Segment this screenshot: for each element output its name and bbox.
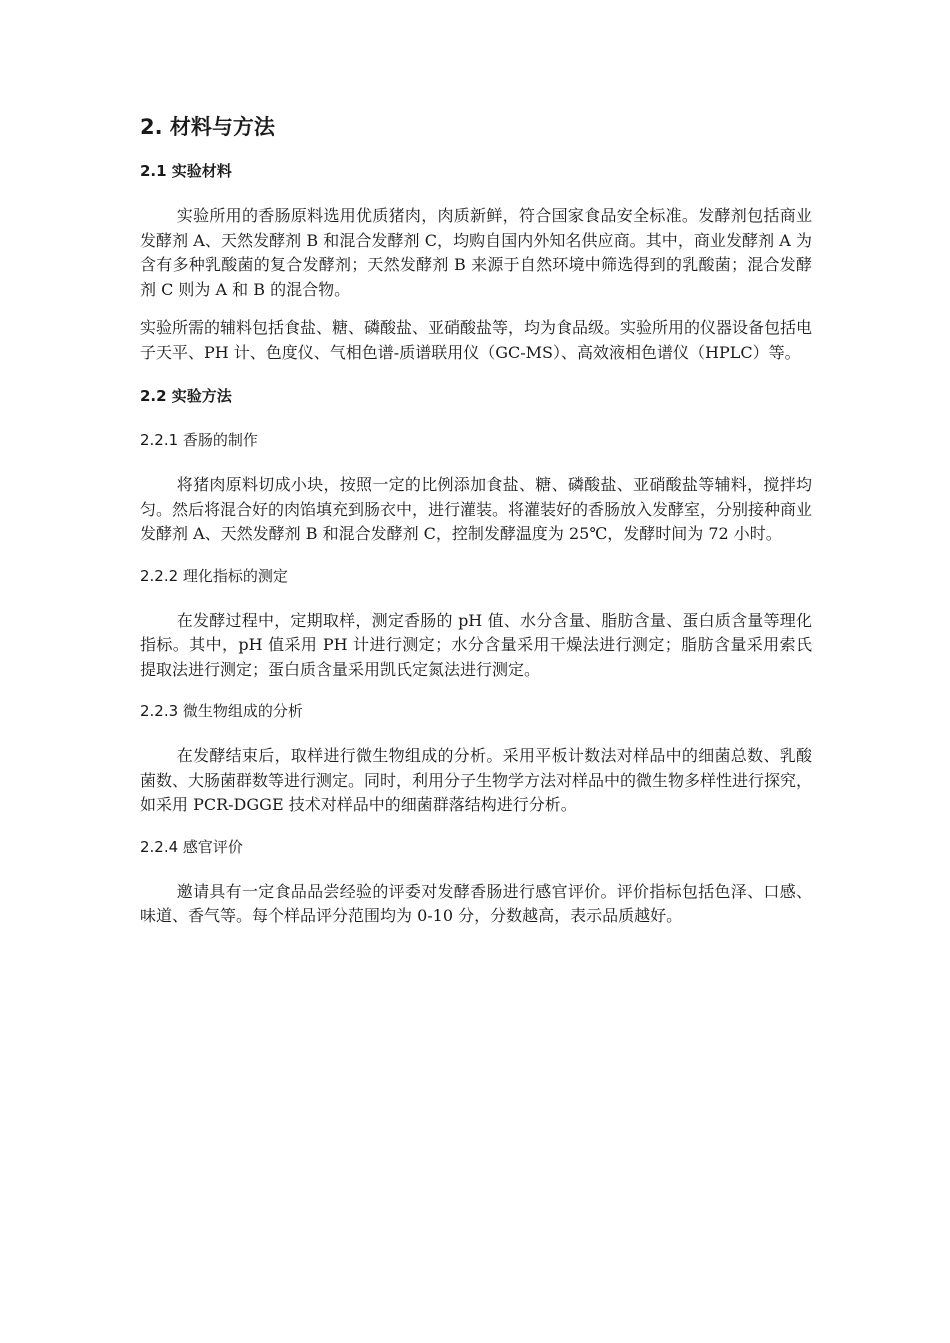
subsection-heading-2-1: 2.1 实验材料	[140, 162, 232, 180]
paragraph-sensory: 邀请具有一定食品品尝经验的评委对发酵香肠进行感官评价。评价指标包括色泽、口感、味道、香气等。每个样品评分范围均为 0-10 分，分数越高，表示品质越好。	[140, 881, 812, 925]
subsubsection-heading-2-2-3: 2.2.3 微生物组成的分析	[140, 702, 303, 720]
section-title: 2. 材料与方法	[140, 115, 275, 139]
subsubsection-heading-2-2-4: 2.2.4 感官评价	[140, 837, 243, 856]
paragraph-sausage-making: 将猪肉原料切成小块，按照一定的比例添加食盐、糖、磷酸盐、亚硝酸盐等辅料，搅拌均匀。然后将混合好的肉馅填充到肠衣中，进行灌装。将灌装好的香肠放入发酵室，分别接种商业发酵剂 A、天然发酵剂 B 和混合发酵剂 C，控制发酵温度为 25℃，发酵时间为 72 小时。	[140, 475, 813, 543]
subsubsection-heading-2-2-2: 2.2.2 理化指标的测定	[140, 566, 288, 585]
subsubsection-heading-2-2-1: 2.2.1 香肠的制作	[140, 431, 258, 449]
paragraph-auxiliary-equipment: 实验所需的辅料包括食盐、糖、磷酸盐、亚硝酸盐等，均为食品级。实验所用的仪器设备包括电子天平、PH 计、色度仪、气相色谱-质谱联用仪（GC-MS）、高效液相色谱仪（HPLC）等。	[140, 318, 813, 362]
paragraph-microbial: 在发酵结束后，取样进行微生物组成的分析。采用平板计数法对样品中的细菌总数、乳酸菌数、大肠菌群数等进行测定。同时，利用分子生物学方法对样品中的微生物多样性进行探究，如采用 PCR-DGGE 技术对样品中的细菌群落结构进行分析。	[140, 746, 813, 814]
page-content	[140, 112, 812, 943]
paragraph-physicochemical: 在发酵过程中，定期取样，测定香肠的 pH 值、水分含量、脂肪含量、蛋白质含量等理化指标。其中，pH 值采用 PH 计进行测定；水分含量采用干燥法进行测定；脂肪含量采用索氏提取法进行测定；蛋白质含量采用凯氏定氮法进行测定。	[140, 610, 812, 679]
subsection-heading-2-2: 2.2 实验方法	[140, 387, 232, 405]
paragraph-materials: 实验所用的香肠原料选用优质猪肉，肉质新鲜，符合国家食品安全标准。发酵剂包括商业发酵剂 A、天然发酵剂 B 和混合发酵剂 C，均购自国内外知名供应商。其中，商业发酵剂 A 为含有多种乳酸菌的复合发酵剂；天然发酵剂 B 来源于自然环境中筛选得到的乳酸菌；混合发酵剂 C 则为 A 和 B 的混合物。	[140, 206, 812, 299]
